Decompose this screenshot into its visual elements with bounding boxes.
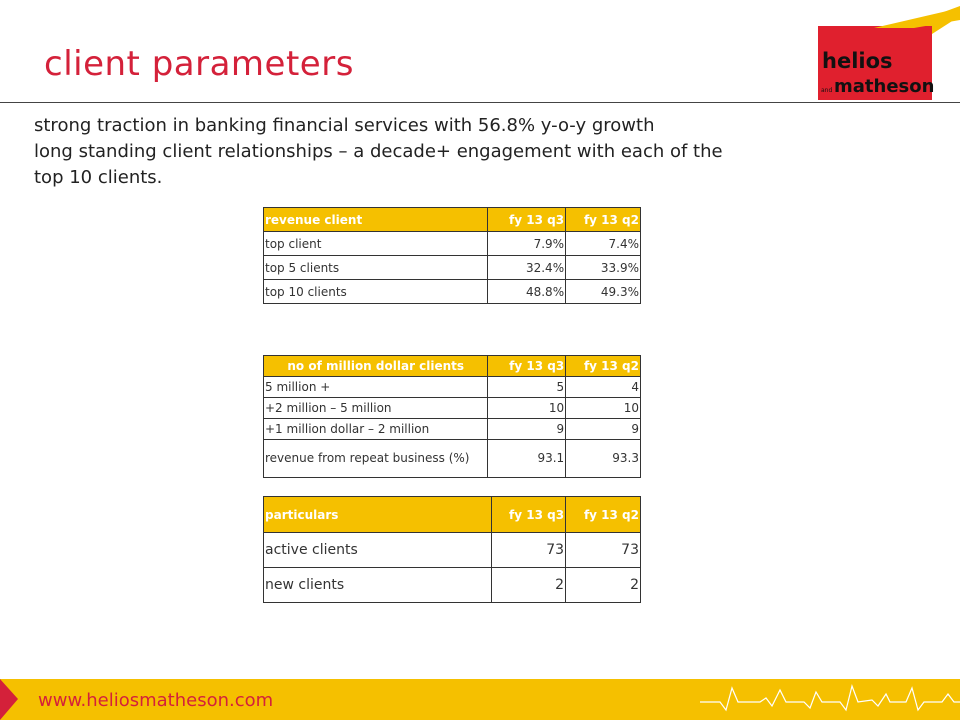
table-row	[264, 419, 641, 440]
table-row	[264, 232, 641, 256]
table-row	[264, 398, 641, 419]
table-cell: 10	[488, 398, 566, 419]
slide-title: client parameters	[44, 44, 354, 84]
table-cell: 93.1	[488, 440, 566, 478]
table-row	[264, 533, 641, 568]
table-cell: 2	[566, 568, 641, 603]
revenue-client-table	[263, 207, 641, 304]
table-row	[264, 568, 641, 603]
footer-website-link[interactable]: www.heliosmatheson.com	[38, 690, 274, 711]
table-cell: 5 million +	[264, 377, 488, 398]
logo-text-matheson: matheson	[834, 76, 935, 97]
table-cell: 2	[492, 568, 566, 603]
table-cell: 49.3%	[566, 280, 641, 304]
table-cell: 9	[566, 419, 641, 440]
table-cell: 7.4%	[566, 232, 641, 256]
column-header: fy 13 q3	[488, 356, 566, 377]
million-dollar-clients-table	[263, 355, 641, 478]
table-cell: 5	[488, 377, 566, 398]
table-header-row	[264, 208, 641, 232]
table-cell: 7.9%	[488, 232, 566, 256]
summary-line: long standing client relationships – a decade+ engagement with each of the	[34, 141, 723, 162]
particulars-table	[263, 496, 641, 603]
column-header: fy 13 q2	[566, 356, 641, 377]
table-cell: top 5 clients	[264, 256, 488, 280]
column-header: fy 13 q2	[566, 497, 641, 533]
table-row	[264, 256, 641, 280]
table-cell: 73	[566, 533, 641, 568]
logo-text-helios: helios	[822, 49, 893, 73]
table-row	[264, 377, 641, 398]
table-cell: 10	[566, 398, 641, 419]
table-cell: +2 million – 5 million	[264, 398, 488, 419]
table-cell: 93.3	[566, 440, 641, 478]
table-cell: revenue from repeat business (%)	[264, 440, 488, 478]
table-header-row	[264, 497, 641, 533]
column-header: fy 13 q3	[488, 208, 566, 232]
table-cell: 48.8%	[488, 280, 566, 304]
table-cell: new clients	[264, 568, 492, 603]
table-cell: top 10 clients	[264, 280, 488, 304]
summary-line: top 10 clients.	[34, 167, 163, 188]
table-cell: +1 million dollar – 2 million	[264, 419, 488, 440]
table-cell: 73	[492, 533, 566, 568]
table-row	[264, 280, 641, 304]
table-cell: 9	[488, 419, 566, 440]
column-header: particulars	[264, 497, 492, 533]
logo-text-and: and	[821, 87, 833, 94]
table-cell: 4	[566, 377, 641, 398]
table-cell: active clients	[264, 533, 492, 568]
heartbeat-line-icon	[700, 680, 960, 720]
helios-matheson-logo	[814, 6, 960, 104]
table-cell: 33.9%	[566, 256, 641, 280]
table-cell: top client	[264, 232, 488, 256]
summary-line: strong traction in banking financial services with 56.8% y-o-y growth	[34, 115, 655, 136]
column-header: no of million dollar clients	[264, 356, 488, 377]
summary-text	[34, 113, 874, 191]
table-cell: 32.4%	[488, 256, 566, 280]
table-row	[264, 440, 641, 478]
table-header-row	[264, 356, 641, 377]
footer-arrow-icon	[0, 679, 18, 720]
column-header: fy 13 q3	[492, 497, 566, 533]
column-header: revenue client	[264, 208, 488, 232]
column-header: fy 13 q2	[566, 208, 641, 232]
